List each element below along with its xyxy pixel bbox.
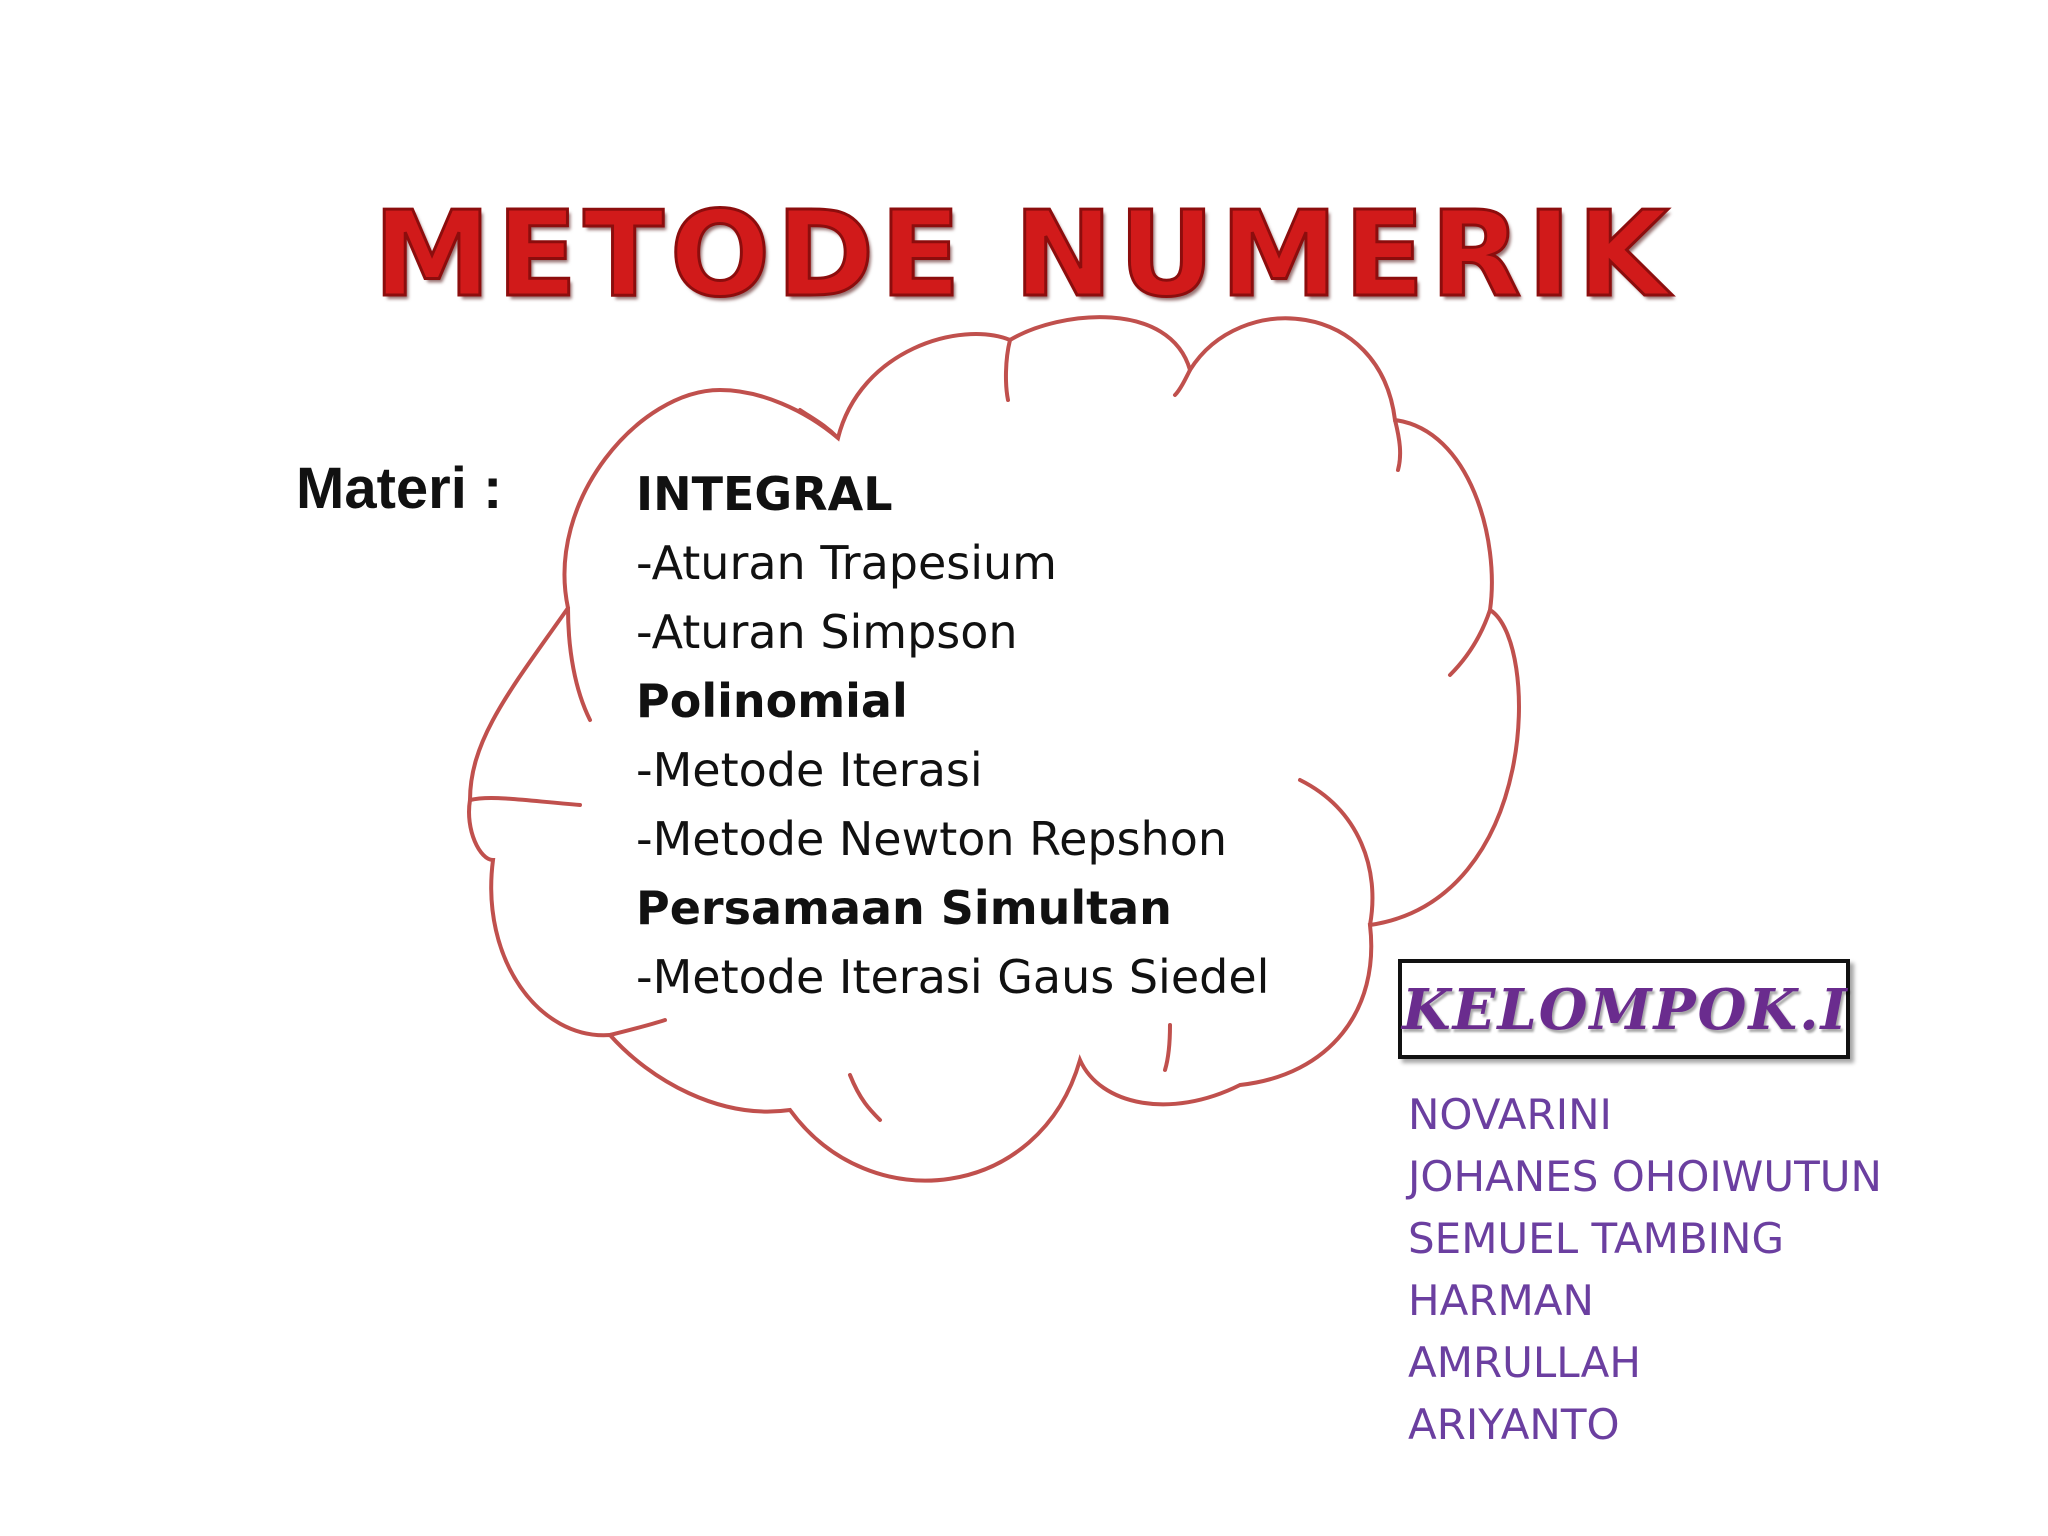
cloud-inner-arc-2: [800, 410, 838, 438]
member-name: ARIYANTO: [1408, 1400, 1620, 1449]
cloud-inner-arc-11: [470, 798, 580, 805]
cloud-inner-arc-7: [1300, 780, 1372, 925]
cloud-inner-arc-4: [1175, 370, 1190, 395]
cloud-inner-arc-1: [568, 608, 590, 720]
member-name: HARMAN: [1408, 1276, 1594, 1325]
cloud-inner-arc-5: [1395, 420, 1400, 470]
materi-label: Materi :: [296, 456, 503, 521]
group-title: KELOMPOK.I: [1402, 977, 1849, 1043]
topic-item: -Metode Iterasi: [636, 743, 983, 797]
slide-title: METODE NUMERIK: [373, 185, 1675, 323]
member-name: AMRULLAH: [1408, 1338, 1641, 1387]
cloud-inner-arc-10: [610, 1020, 665, 1035]
topic-item: -Aturan Simpson: [636, 605, 1018, 659]
cloud-inner-arc-9: [850, 1075, 880, 1120]
cloud-inner-arc-3: [1006, 340, 1010, 400]
cloud-inner-arc-6: [1450, 610, 1490, 675]
topic-list: [636, 460, 1269, 1012]
member-name: SEMUEL TAMBING: [1408, 1214, 1784, 1263]
topic-item: -Metode Newton Repshon: [636, 812, 1227, 866]
group-title-box: [1398, 959, 1850, 1059]
topic-heading-integral: INTEGRAL: [636, 467, 893, 521]
member-list: [1408, 1084, 1882, 1456]
cloud-inner-arc-8: [1165, 1025, 1170, 1070]
topic-heading-persamaan-simultan: Persamaan Simultan: [636, 881, 1172, 935]
topic-item: -Aturan Trapesium: [636, 536, 1057, 590]
member-name: NOVARINI: [1408, 1090, 1612, 1139]
topic-heading-polinomial: Polinomial: [636, 674, 908, 728]
member-name: JOHANES OHOIWUTUN: [1408, 1152, 1882, 1201]
topic-item: -Metode Iterasi Gaus Siedel: [636, 950, 1270, 1004]
